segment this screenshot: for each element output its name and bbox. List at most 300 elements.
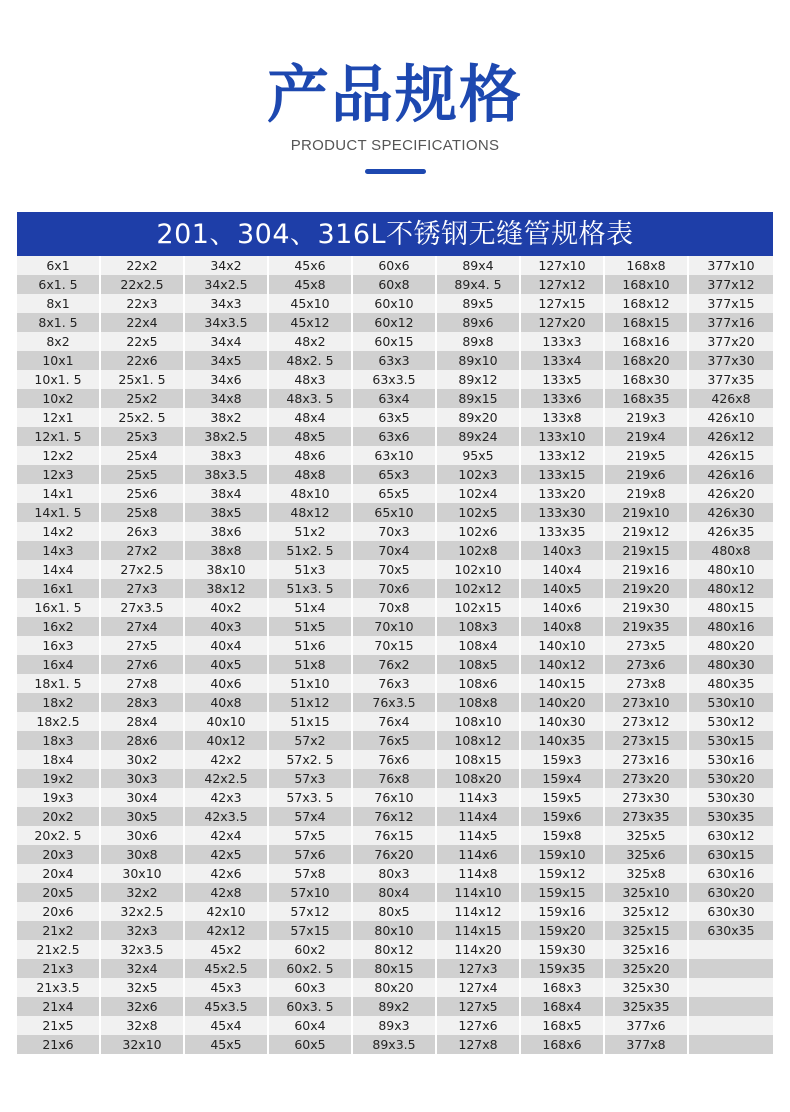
table-cell: 325x15 [605,921,689,940]
table-cell: 70x10 [353,617,437,636]
table-cell: 6x1 [17,256,101,275]
table-cell: 16x4 [17,655,101,674]
table-cell: 76x6 [353,750,437,769]
spec-table [17,212,773,1054]
table-cell: 133x15 [521,465,605,484]
table-cell: 114x12 [437,902,521,921]
table-cell: 168x16 [605,332,689,351]
table-cell: 108x15 [437,750,521,769]
table-cell: 159x10 [521,845,605,864]
table-cell: 51x8 [269,655,353,674]
table-cell: 80x20 [353,978,437,997]
table-cell: 108x6 [437,674,521,693]
table-cell: 38x5 [185,503,269,522]
table-cell: 377x16 [689,313,773,332]
table-cell: 10x1 [17,351,101,370]
table-cell: 18x4 [17,750,101,769]
table-cell: 480x20 [689,636,773,655]
table-cell: 159x16 [521,902,605,921]
table-cell: 89x2 [353,997,437,1016]
table-cell: 27x4 [101,617,185,636]
table-cell: 60x8 [353,275,437,294]
table-cell: 219x8 [605,484,689,503]
table-cell: 70x4 [353,541,437,560]
table-cell: 159x30 [521,940,605,959]
table-cell: 42x2 [185,750,269,769]
table-cell: 51x6 [269,636,353,655]
table-cell [689,1035,773,1054]
table-cell: 127x12 [521,275,605,294]
table-cell: 42x3 [185,788,269,807]
table-cell: 32x4 [101,959,185,978]
table-cell: 57x3. 5 [269,788,353,807]
table-cell: 48x2. 5 [269,351,353,370]
table-cell: 140x12 [521,655,605,674]
spec-table-grid [17,256,773,1054]
table-cell: 57x12 [269,902,353,921]
table-cell: 16x3 [17,636,101,655]
table-cell: 168x8 [605,256,689,275]
table-cell: 102x5 [437,503,521,522]
table-cell: 21x2 [17,921,101,940]
table-cell: 219x20 [605,579,689,598]
table-cell: 42x3.5 [185,807,269,826]
table-cell: 426x16 [689,465,773,484]
table-cell: 127x4 [437,978,521,997]
table-cell: 325x12 [605,902,689,921]
table-cell: 38x2 [185,408,269,427]
table-cell: 42x6 [185,864,269,883]
table-cell: 22x6 [101,351,185,370]
table-cell: 140x20 [521,693,605,712]
table-cell: 140x10 [521,636,605,655]
table-cell: 27x8 [101,674,185,693]
table-cell: 114x10 [437,883,521,902]
table-cell: 8x2 [17,332,101,351]
table-cell: 45x4 [185,1016,269,1035]
table-cell: 325x35 [605,997,689,1016]
table-cell: 219x4 [605,427,689,446]
table-cell: 530x10 [689,693,773,712]
table-cell: 114x3 [437,788,521,807]
table-cell: 273x8 [605,674,689,693]
table-cell: 21x6 [17,1035,101,1054]
table-cell: 27x6 [101,655,185,674]
table-cell: 102x3 [437,465,521,484]
table-cell: 28x4 [101,712,185,731]
table-cell: 12x3 [17,465,101,484]
table-cell: 273x5 [605,636,689,655]
table-cell: 65x10 [353,503,437,522]
table-cell: 70x8 [353,598,437,617]
table-cell: 377x30 [689,351,773,370]
table-cell: 21x2.5 [17,940,101,959]
table-cell: 38x8 [185,541,269,560]
table-cell: 530x16 [689,750,773,769]
table-cell: 40x10 [185,712,269,731]
table-cell: 60x2. 5 [269,959,353,978]
table-cell: 30x2 [101,750,185,769]
table-cell: 45x3 [185,978,269,997]
table-cell: 45x10 [269,294,353,313]
table-cell: 89x4. 5 [437,275,521,294]
table-cell: 426x30 [689,503,773,522]
table-cell: 159x15 [521,883,605,902]
table-cell: 114x20 [437,940,521,959]
table-cell: 40x2 [185,598,269,617]
table-cell: 18x3 [17,731,101,750]
table-cell: 25x2. 5 [101,408,185,427]
table-cell: 34x8 [185,389,269,408]
table-cell: 34x3 [185,294,269,313]
table-cell: 140x5 [521,579,605,598]
table-cell: 140x3 [521,541,605,560]
table-cell: 20x6 [17,902,101,921]
table-cell: 480x10 [689,560,773,579]
table-cell: 95x5 [437,446,521,465]
table-cell: 57x10 [269,883,353,902]
table-cell: 273x30 [605,788,689,807]
table-cell: 48x10 [269,484,353,503]
table-cell: 51x15 [269,712,353,731]
table-cell: 27x2.5 [101,560,185,579]
table-cell: 273x12 [605,712,689,731]
table-cell: 159x12 [521,864,605,883]
table-cell: 89x24 [437,427,521,446]
spec-table-header: 201、304、316L不锈钢无缝管规格表 [17,212,773,256]
table-cell: 159x35 [521,959,605,978]
table-cell: 325x5 [605,826,689,845]
table-cell: 26x3 [101,522,185,541]
table-cell: 480x15 [689,598,773,617]
table-cell: 45x6 [269,256,353,275]
table-cell: 8x1 [17,294,101,313]
table-cell: 219x16 [605,560,689,579]
table-cell: 30x10 [101,864,185,883]
table-cell: 114x5 [437,826,521,845]
table-cell: 140x15 [521,674,605,693]
table-cell: 133x10 [521,427,605,446]
table-cell: 48x3 [269,370,353,389]
table-cell: 76x3.5 [353,693,437,712]
table-cell: 377x12 [689,275,773,294]
table-cell: 80x5 [353,902,437,921]
table-cell: 140x4 [521,560,605,579]
table-cell: 76x10 [353,788,437,807]
table-cell: 51x12 [269,693,353,712]
table-cell: 57x2. 5 [269,750,353,769]
table-cell: 45x2 [185,940,269,959]
table-cell: 159x6 [521,807,605,826]
table-cell: 57x5 [269,826,353,845]
table-cell: 102x8 [437,541,521,560]
table-cell: 377x10 [689,256,773,275]
table-cell: 10x1. 5 [17,370,101,389]
table-cell: 140x8 [521,617,605,636]
table-cell: 42x12 [185,921,269,940]
table-cell: 325x16 [605,940,689,959]
table-cell: 38x3.5 [185,465,269,484]
table-cell: 219x15 [605,541,689,560]
table-cell: 377x35 [689,370,773,389]
table-cell: 12x1. 5 [17,427,101,446]
table-cell: 377x20 [689,332,773,351]
table-cell: 273x15 [605,731,689,750]
table-cell: 76x15 [353,826,437,845]
table-cell: 133x35 [521,522,605,541]
table-cell: 40x4 [185,636,269,655]
table-cell: 219x5 [605,446,689,465]
table-cell: 34x2 [185,256,269,275]
table-cell: 219x12 [605,522,689,541]
table-cell: 28x3 [101,693,185,712]
table-cell: 21x3.5 [17,978,101,997]
table-cell: 377x8 [605,1035,689,1054]
table-cell: 325x10 [605,883,689,902]
table-cell: 14x3 [17,541,101,560]
table-cell [689,1016,773,1035]
table-cell [689,978,773,997]
table-cell: 108x20 [437,769,521,788]
table-cell: 219x30 [605,598,689,617]
table-cell: 38x4 [185,484,269,503]
table-cell: 630x15 [689,845,773,864]
table-cell: 45x2.5 [185,959,269,978]
table-cell: 127x3 [437,959,521,978]
table-cell: 480x35 [689,674,773,693]
table-cell: 30x6 [101,826,185,845]
table-cell: 45x5 [185,1035,269,1054]
table-cell [689,997,773,1016]
table-cell: 168x6 [521,1035,605,1054]
table-cell: 108x4 [437,636,521,655]
table-cell: 57x4 [269,807,353,826]
table-cell: 25x8 [101,503,185,522]
table-cell: 48x4 [269,408,353,427]
table-cell: 27x3.5 [101,598,185,617]
table-cell: 42x5 [185,845,269,864]
table-cell: 76x2 [353,655,437,674]
table-cell: 42x10 [185,902,269,921]
table-cell: 12x2 [17,446,101,465]
table-cell: 60x3. 5 [269,997,353,1016]
table-cell: 30x3 [101,769,185,788]
table-cell: 60x2 [269,940,353,959]
table-cell: 32x3.5 [101,940,185,959]
table-cell: 480x8 [689,541,773,560]
table-cell: 102x12 [437,579,521,598]
table-cell: 273x16 [605,750,689,769]
table-cell: 57x15 [269,921,353,940]
table-cell: 48x2 [269,332,353,351]
table-cell: 80x4 [353,883,437,902]
table-cell: 89x3 [353,1016,437,1035]
table-cell: 28x6 [101,731,185,750]
table-cell: 70x5 [353,560,437,579]
table-cell: 40x6 [185,674,269,693]
table-cell: 426x8 [689,389,773,408]
table-cell: 63x6 [353,427,437,446]
table-cell: 60x5 [269,1035,353,1054]
table-cell: 219x3 [605,408,689,427]
table-cell: 57x8 [269,864,353,883]
table-cell: 40x8 [185,693,269,712]
table-cell: 30x5 [101,807,185,826]
table-cell: 51x5 [269,617,353,636]
table-cell: 20x2. 5 [17,826,101,845]
table-cell: 32x3 [101,921,185,940]
table-cell: 16x1. 5 [17,598,101,617]
table-cell [689,959,773,978]
table-cell: 25x1. 5 [101,370,185,389]
table-cell: 108x10 [437,712,521,731]
table-cell: 65x5 [353,484,437,503]
table-cell: 127x5 [437,997,521,1016]
table-cell: 22x4 [101,313,185,332]
table-cell: 219x6 [605,465,689,484]
table-cell: 426x35 [689,522,773,541]
table-cell: 140x6 [521,598,605,617]
table-cell: 32x5 [101,978,185,997]
table-cell: 70x3 [353,522,437,541]
table-cell: 159x20 [521,921,605,940]
table-cell: 34x2.5 [185,275,269,294]
table-cell: 480x12 [689,579,773,598]
table-cell: 51x2 [269,522,353,541]
table-cell: 530x20 [689,769,773,788]
table-cell: 426x20 [689,484,773,503]
table-cell: 60x6 [353,256,437,275]
table-cell: 45x3.5 [185,997,269,1016]
table-cell: 51x10 [269,674,353,693]
table-cell: 168x15 [605,313,689,332]
table-cell: 38x10 [185,560,269,579]
table-cell: 377x6 [605,1016,689,1035]
table-cell: 426x10 [689,408,773,427]
table-cell: 89x8 [437,332,521,351]
page-subtitle: PRODUCT SPECIFICATIONS [290,137,500,154]
table-cell: 63x10 [353,446,437,465]
table-cell: 34x6 [185,370,269,389]
table-cell: 76x8 [353,769,437,788]
table-cell: 80x3 [353,864,437,883]
table-cell: 18x2 [17,693,101,712]
table-cell: 20x3 [17,845,101,864]
table-cell: 38x3 [185,446,269,465]
table-cell: 76x5 [353,731,437,750]
table-cell: 12x1 [17,408,101,427]
table-cell: 32x6 [101,997,185,1016]
table-cell: 273x6 [605,655,689,674]
table-cell: 133x4 [521,351,605,370]
table-cell: 14x4 [17,560,101,579]
table-cell: 480x16 [689,617,773,636]
table-cell: 27x3 [101,579,185,598]
table-cell: 22x5 [101,332,185,351]
table-cell: 127x10 [521,256,605,275]
table-cell: 63x3.5 [353,370,437,389]
table-cell: 14x1 [17,484,101,503]
table-cell: 48x12 [269,503,353,522]
table-cell: 51x4 [269,598,353,617]
table-cell: 76x4 [353,712,437,731]
table-cell: 159x3 [521,750,605,769]
table-cell: 16x1 [17,579,101,598]
table-cell: 530x12 [689,712,773,731]
table-cell [689,940,773,959]
table-cell: 19x2 [17,769,101,788]
table-cell: 114x15 [437,921,521,940]
table-cell: 114x4 [437,807,521,826]
table-cell: 89x6 [437,313,521,332]
table-cell: 30x4 [101,788,185,807]
table-cell: 60x4 [269,1016,353,1035]
table-cell: 80x10 [353,921,437,940]
table-cell: 426x12 [689,427,773,446]
table-cell: 38x6 [185,522,269,541]
table-cell: 20x4 [17,864,101,883]
table-cell: 40x3 [185,617,269,636]
table-cell: 63x4 [353,389,437,408]
table-cell: 89x4 [437,256,521,275]
table-cell: 630x20 [689,883,773,902]
table-cell: 273x20 [605,769,689,788]
table-cell: 32x10 [101,1035,185,1054]
table-cell: 159x8 [521,826,605,845]
table-cell: 168x30 [605,370,689,389]
table-cell: 168x10 [605,275,689,294]
table-cell: 14x2 [17,522,101,541]
table-cell: 45x12 [269,313,353,332]
table-cell: 102x4 [437,484,521,503]
table-cell: 48x5 [269,427,353,446]
table-cell: 21x3 [17,959,101,978]
table-cell: 80x15 [353,959,437,978]
table-cell: 108x12 [437,731,521,750]
table-cell: 40x5 [185,655,269,674]
table-cell: 89x20 [437,408,521,427]
table-cell: 426x15 [689,446,773,465]
table-cell: 70x6 [353,579,437,598]
table-cell: 168x12 [605,294,689,313]
table-cell: 219x10 [605,503,689,522]
table-cell: 42x2.5 [185,769,269,788]
table-cell: 89x3.5 [353,1035,437,1054]
table-cell: 159x5 [521,788,605,807]
table-cell: 168x20 [605,351,689,370]
table-cell: 18x1. 5 [17,674,101,693]
table-cell: 133x3 [521,332,605,351]
table-cell: 21x4 [17,997,101,1016]
table-cell: 34x3.5 [185,313,269,332]
table-cell: 70x15 [353,636,437,655]
table-cell: 27x5 [101,636,185,655]
table-cell: 89x12 [437,370,521,389]
table-cell: 480x30 [689,655,773,674]
table-cell: 89x10 [437,351,521,370]
table-cell: 22x2.5 [101,275,185,294]
table-cell: 133x12 [521,446,605,465]
table-cell: 14x1. 5 [17,503,101,522]
table-cell: 57x6 [269,845,353,864]
table-cell: 40x12 [185,731,269,750]
table-cell: 530x35 [689,807,773,826]
table-cell: 630x16 [689,864,773,883]
table-cell: 133x5 [521,370,605,389]
table-cell: 80x12 [353,940,437,959]
table-cell: 63x3 [353,351,437,370]
table-cell: 89x5 [437,294,521,313]
